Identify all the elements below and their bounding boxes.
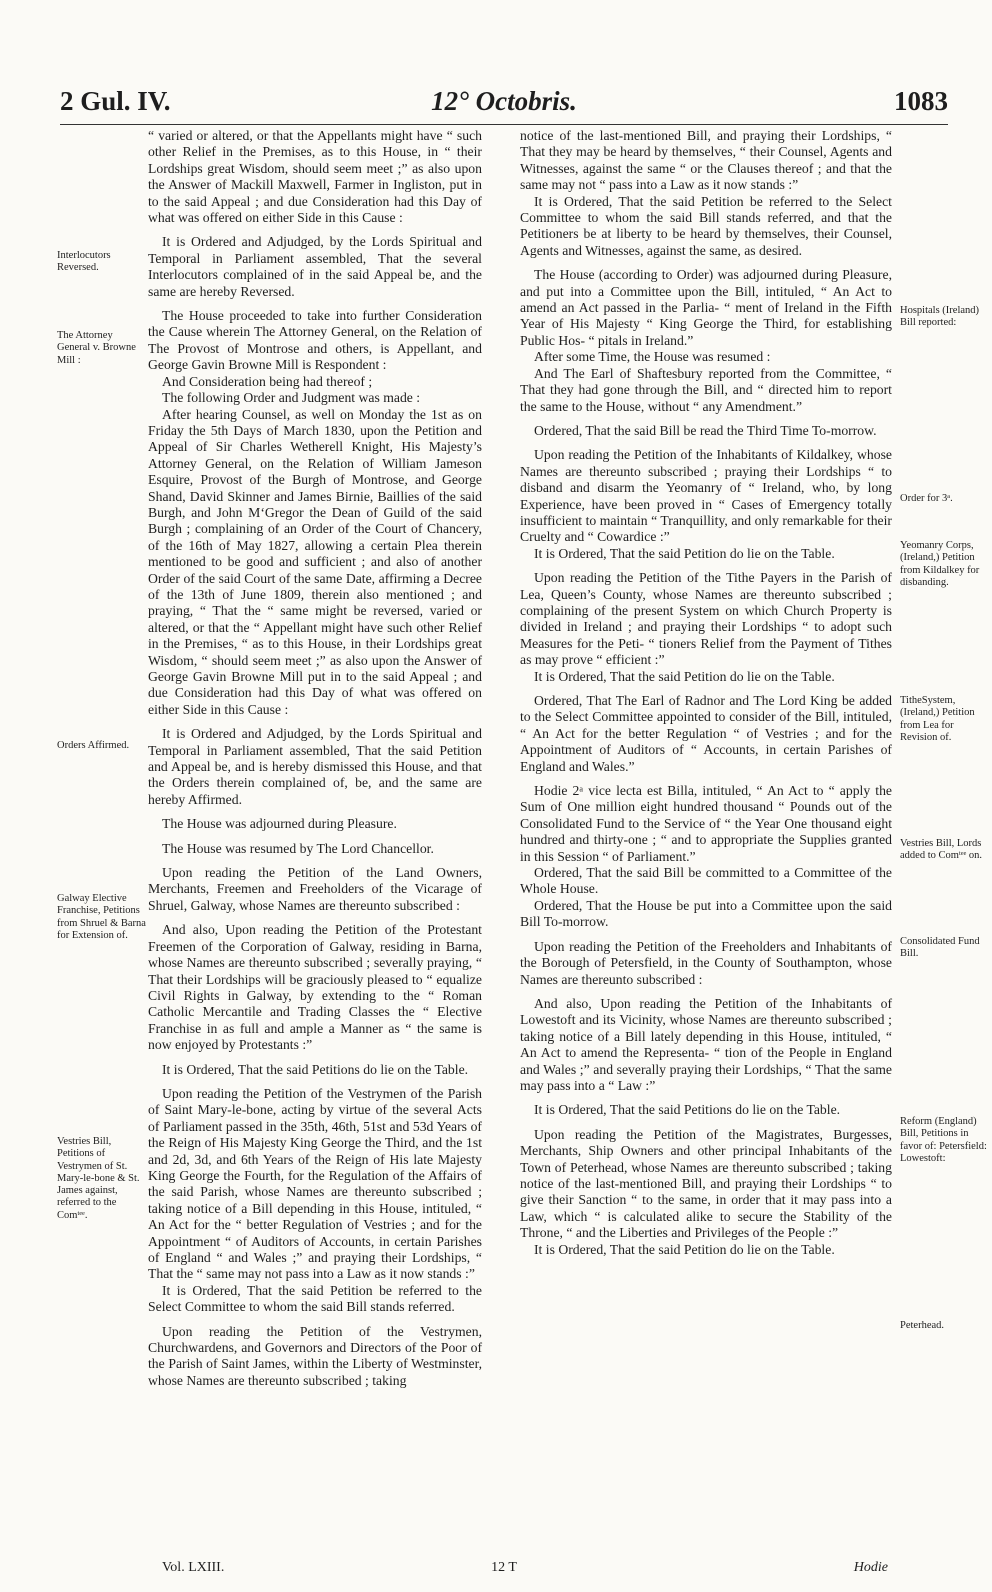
paragraph: It is Ordered and Adjudged, by the Lords Spiritual and Temporal in Parliament assembled, That the said Petition and Appeal be, and is hereby dismissed this House, and that the Orders therein complained of, be, and the same are hereby Affirmed. <box>148 726 482 807</box>
margin-note: Consolidated Fund Bill. <box>900 936 980 960</box>
catchword: Hodie <box>853 1560 888 1575</box>
paragraph: Upon reading the Petition of the Freeholders and Inhabitants of the Borough of Petersfield, in the County of Southampton, whose Names are thereunto subscribed : <box>520 938 892 987</box>
paragraph: The House was adjourned during Pleasure. <box>162 816 397 832</box>
date-heading: 12° Octobris. <box>431 86 577 116</box>
paragraph: Ordered, That the said Bill be committed to a Committee of the Whole House. <box>520 865 892 897</box>
paragraph: It is Ordered, That the said Petitions do lie on the Table. <box>534 1102 841 1118</box>
paragraph: And The Earl of Shaftesbury reported from the Committee, “ That they had gone through the Bill, and “ directed him to report the same to the House, without “ any Amendment.” <box>520 365 892 414</box>
volume-number: Vol. LXIII. <box>162 1560 225 1575</box>
paragraph: Ordered, That the said Bill be read the Third Time To-morrow. <box>534 422 877 438</box>
margin-note: Interlocutors Reversed. <box>57 250 111 274</box>
page-number: 1083 <box>894 86 948 116</box>
margin-note: Yeomanry Corps, (Ireland,) Petition from Kildalkey for disbanding. <box>900 540 980 588</box>
margin-note: Order for 3ᵃ. <box>900 493 953 504</box>
margin-note: TitheSystem, (Ireland,) Petition from Lea for Revision of. <box>900 695 975 743</box>
paragraph: It is Ordered, That the said Petition be referred to the Select Committee to whom the said Bill stands referred. <box>148 1282 482 1315</box>
paragraph: Upon reading the Petition of the Vestrymen, Churchwardens, and Governors and Directors of the Poor of the Parish of Saint James, within the Liberty of Westminster, whose Names are thereunto subscribed ; taking <box>148 1323 482 1388</box>
paragraph: The House proceeded to take into further Consideration the Cause wherein The Attorney General, on the Relation of The Provost of Montrose and others, is Appellant, and George Gavin Browne Mill is Respondent : <box>148 308 482 373</box>
margin-note: Vestries Bill, Lords added to Comᵗᵉᵉ on. <box>900 838 983 862</box>
paragraph: Upon reading the Petition of the Land Owners, Merchants, Freemen and Freeholders of the Vicarage of Shruel, Galway, whose Names are thereunto subscribed : <box>148 865 482 913</box>
paragraph: It is Ordered, That the said Petition be referred to the Select Committee to whom the said Bill stands referred, and that the Petitioners be at liberty to be heard by themselves, their Counsel, Agents and Witnesses, against the same, as desired. <box>520 193 892 258</box>
paragraph: Upon reading the Petition of the Vestrymen of the Parish of Saint Mary-le-bone, acting by virtue of the several Acts of Parliament passed in the 35th, 46th, 51st and 53d Years of the Reign of His Majesty King George the Third, and the 1st and 2d, 3d, and 6th Years of the Reign of His late Majesty King George the Fourth, for the Regulation of the Affairs of the said Parish, whose Names are thereunto subscribed ; taking notice of a Bill depending in this House, intituled, “ An Act for the “ better Regulation of Vestries ; and for the Appointment “ of Auditors of Accounts, in certain Parishes of England “ and Wales ;” and praying their Lordships, “ That the “ same may not pass into a Law as it now stands :” <box>148 1085 482 1282</box>
paragraph: It is Ordered, That the said Petitions do lie on the Table. <box>162 1061 469 1077</box>
paragraph: And also, Upon reading the Petition of the Inhabitants of Lowestoft and its Vicinity, whose Names are thereunto subscribed ; taking notice of a Bill lately depending in this House, intituled, “ An Act to amend the Representa- “ tion of the People in England and Wales ;” and severally praying their Lordships, “ That the same may pass into a “ Law :” <box>520 995 892 1093</box>
right-column <box>520 128 892 1258</box>
signature-mark: 12 T <box>491 1560 517 1575</box>
paragraph: It is Ordered and Adjudged, by the Lords Spiritual and Temporal in Parliament assembled, That the several Interlocutors complained of in the said Appeal be, and the same are hereby Reversed. <box>148 234 482 299</box>
paragraph: notice of the last-mentioned Bill, and praying their Lordships, “ That they may be heard by themselves, “ their Counsel, Agents and Witnesses, against the same “ or the Clauses thereof ; and that the same may not “ pass into a Law as it now stands :” <box>520 128 892 193</box>
page-footer <box>60 1560 948 1582</box>
paragraph: Upon reading the Petition of the Inhabitants of Kildalkey, whose Names are thereunto subscribed ; praying their Lordships “ to disband and disarm the Yeomanry of “ Ireland, who, by long Experience, have been proved in “ Cases of Emergency totally insufficient to maintain “ Tranquillity, and only remarkable for their Cruelty and “ Cowardice :” <box>520 447 892 545</box>
paragraph: The House was resumed by The Lord Chancellor. <box>162 840 434 856</box>
paragraph: The House (according to Order) was adjourned during Pleasure, and put into a Committee upon the Bill, intituled, “ An Act to amend an Act passed in the Parlia- “ ment of Ireland in the Fifth Year of His Majesty “ King George the Third, for establishing Public Hos- “ pitals in Ireland.” <box>520 267 892 348</box>
paragraph: It is Ordered, That the said Petition do lie on the Table. <box>534 668 835 684</box>
paragraph: Hodie 2ᵃ vice lecta est Billa, intituled, “ An Act to “ apply the Sum of One million eight hundred thousand “ Pounds out of the Consolidated Fund to the Service of “ the Year One thousand eight hundred and thirty-one ; “ and to appropriate the Supplies granted in this Session “ of Parliament.” <box>520 783 892 864</box>
regnal-year: 2 Gul. IV. <box>60 86 171 116</box>
paragraph: The following Order and Judgment was made : <box>162 390 421 406</box>
margin-note: Hospitals (Ireland) Bill reported: <box>900 305 980 329</box>
page-header <box>60 86 948 122</box>
paragraph: Ordered, That the House be put into a Committee upon the said Bill To-morrow. <box>520 897 892 930</box>
paragraph: Ordered, That The Earl of Radnor and The Lord King be added to the Select Committee appointed to consider of the Bill, intituled, “ An Act for the better Regulation “ of Vestries ; and for the Appointment of Auditors of “ Accounts, in certain Parishes of England and Wales.” <box>520 693 892 774</box>
paragraph: It is Ordered, That the said Petition do lie on the Table. <box>534 1241 835 1257</box>
left-column <box>148 128 482 1389</box>
paragraph: And Consideration being had thereof ; <box>162 373 373 389</box>
paragraph: It is Ordered, That the said Petition do lie on the Table. <box>534 545 835 561</box>
paragraph: “ varied or altered, or that the Appellants might have “ such other Relief in the Premises, as to this House, in “ their Lordships great Wisdom, should seem meet ;” as also upon the Answer of Mackill Maxwell, Farmer in Ingliston, put in to the said Appeal ; and due Consideration had this Day of what was offered on either Side in this Cause : <box>148 128 482 226</box>
margin-note: Reform (England) Bill, Petitions in favor of: Petersfield: Lowestoft: <box>900 1116 987 1164</box>
margin-note: Peterhead. <box>900 1320 945 1331</box>
header-rule <box>60 124 948 125</box>
paragraph: Upon reading the Petition of the Magistrates, Burgesses, Merchants, Ship Owners and other principal Inhabitants of the Town of Peterhead, whose Names are thereunto subscribed ; taking notice of the last-mentioned Bill, and praying their Lordships “ to give their Sanction “ to the same, in order that it may pass into a Law, which “ is calculated alike to secure the Stability of the Throne, “ and the Liberties and Privileges of the People :” <box>520 1126 892 1241</box>
margin-note: Galway Elective Franchise, Petitions from Shruel & Barna for Extension of. <box>57 893 146 941</box>
paragraph: After some Time, the House was resumed : <box>534 349 771 365</box>
paragraph: Upon reading the Petition of the Tithe Payers in the Parish of Lea, Queen’s County, whose Names are thereunto subscribed ; complaining of the present System on which Church Property is divided in Ireland ; and praying their Lordships “ to adopt such Measures for the Peti- “ tioners Relief from the Payment of Tithes as may prove “ efficient :” <box>520 570 892 668</box>
paragraph: And also, Upon reading the Petition of the Protestant Freemen of the Corporation of Galway, residing in Barna, whose Names are thereunto subscribed ; severally praying, “ That their Lordships will be graciously pleased to “ equalize Civil Rights in Galway, by extending to the “ Roman Catholic Mercantile and Trading Classes the “ Elective Franchise in as full and ample a Manner as “ the same is now enjoyed by Protestants :” <box>148 922 482 1053</box>
paragraph: After hearing Counsel, as well on Monday the 1st as on Friday the 5th Days of March 1830, upon the Petition and Appeal of Sir Charles Wetherell Knight, His Majesty’s Attorney General, on the Relation of William Jameson Esquire, Provost of the Burgh of Montrose, and George Shand, David Skinner and James Birnie, Baillies of the said Burgh, and John M‘Gregor the Dean of Guild of the said Burgh ; complaining of an Order of the Court of Chancery, of the 16th of May 1827, allowing a certain Plea therein mentioned to be good and sufficient ; and also of another Order of the said Court of the same Date, affirming a Decree of the 13th of June 1809, therein also mentioned ; and praying, “ That the “ same might be reversed, varied or altered, or that the “ Appellant might have such other Relief in the Premises, “ as to this House, in their Lordships great Wisdom, “ should seem meet ;” as also upon the Answer of George Gavin Browne Mill put in to the said Appeal ; and due Consideration had this Day of what was offered on either Side in this Cause : <box>148 406 482 717</box>
margin-note: The Attorney General v. Browne Mill : <box>57 330 136 366</box>
margin-note: Vestries Bill, Petitions of Vestrymen of St. Mary-le-bone & St. James against, referred to the Comᵗᵉᵉ. <box>57 1136 140 1221</box>
margin-note: Orders Affirmed. <box>57 740 130 751</box>
